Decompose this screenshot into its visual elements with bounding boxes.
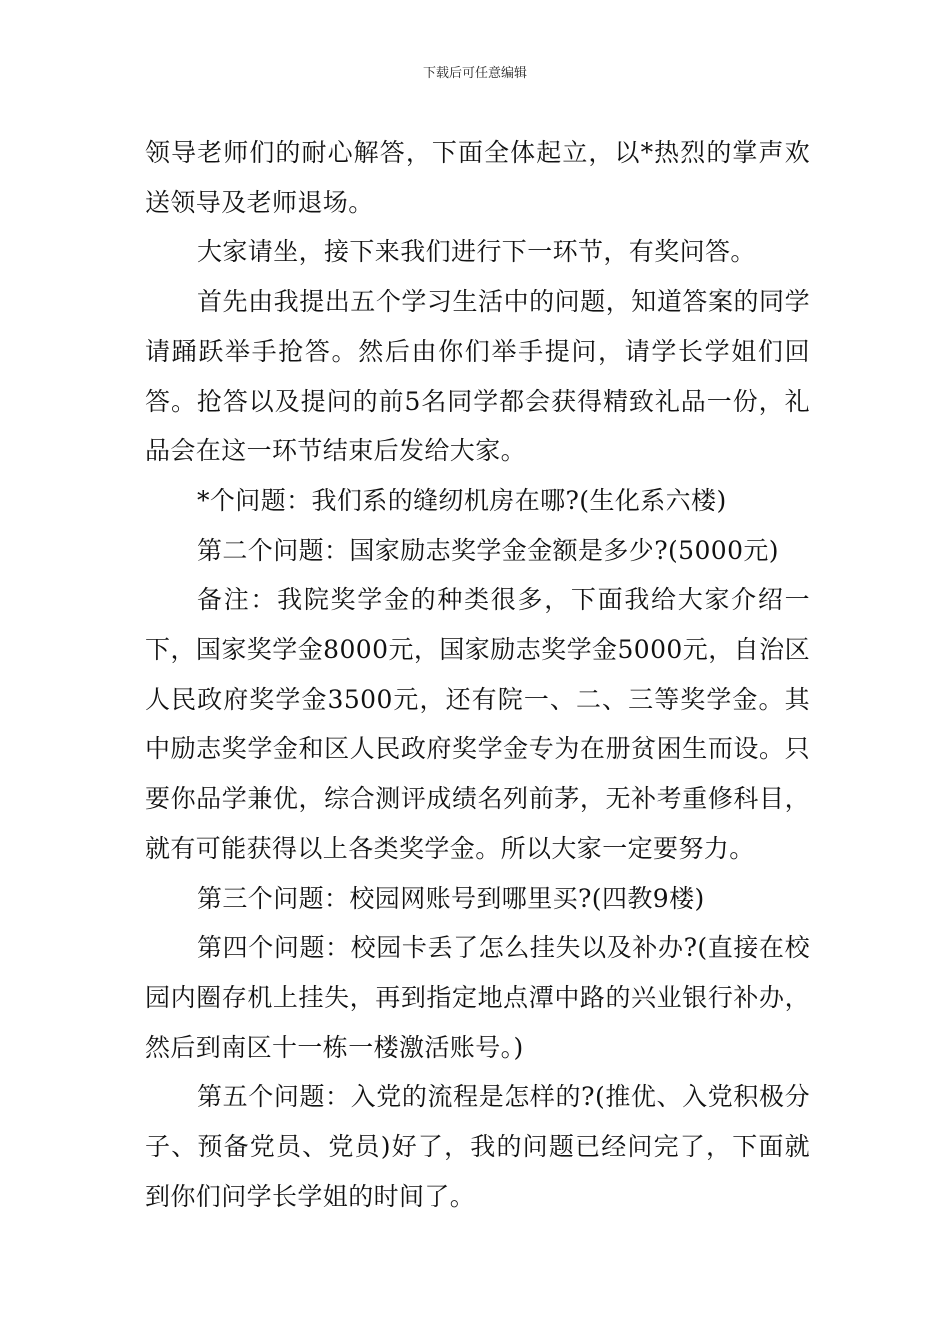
- paragraph-note: 备注：我院奖学金的种类很多，下面我给大家介绍一下，国家奖学金8000元，国家励志奖学金5000元，自治区人民政府奖学金3500元，还有院一、二、三等奖学金。其中励志奖学金和区人民政府奖学金专为在册贫困生而设。只要你品学兼优，综合测评成绩名列前茅，无补考重修科目，就有可能获得以上各类奖学金。所以大家一定要努力。: [145, 585, 810, 863]
- paragraph-question-3: 第三个问题：校园网账号到哪里买?(四教9楼): [197, 883, 705, 913]
- paragraph: 大家请坐，接下来我们进行下一环节，有奖问答。: [197, 237, 756, 267]
- paragraph-question-2: 第二个问题：国家励志奖学金金额是多少?(5000元): [197, 535, 779, 565]
- paragraph: 首先由我提出五个学习生活中的问题，知道答案的同学请踊跃举手抢答。然后由你们举手提问，请学长学姐们回答。抢答以及提问的前5名同学都会获得精致礼品一份，礼品会在这一环节结束后发给大家。: [145, 287, 810, 466]
- page-header: 下载后可任意编辑: [422, 66, 527, 81]
- paragraph-continuation: 领导老师们的耐心解答，下面全体起立，以*热烈的掌声欢送领导及老师退场。: [145, 138, 810, 217]
- paragraph-question-1: *个问题：我们系的缝纫机房在哪?(生化系六楼): [197, 485, 727, 515]
- paragraph-question-4: 第四个问题：校园卡丢了怎么挂失以及补办?(直接在校园内圈存机上挂失，再到指定地点潭中路的兴业银行补办，然后到南区十一栋一楼激活账号。): [145, 933, 810, 1062]
- document-body: [145, 128, 810, 1221]
- paragraph-question-5: 第五个问题：入党的流程是怎样的?(推优、入党积极分子、预备党员、党员)好了，我的问题已经问完了，下面就到你们问学长学姐的时间了。: [145, 1082, 810, 1211]
